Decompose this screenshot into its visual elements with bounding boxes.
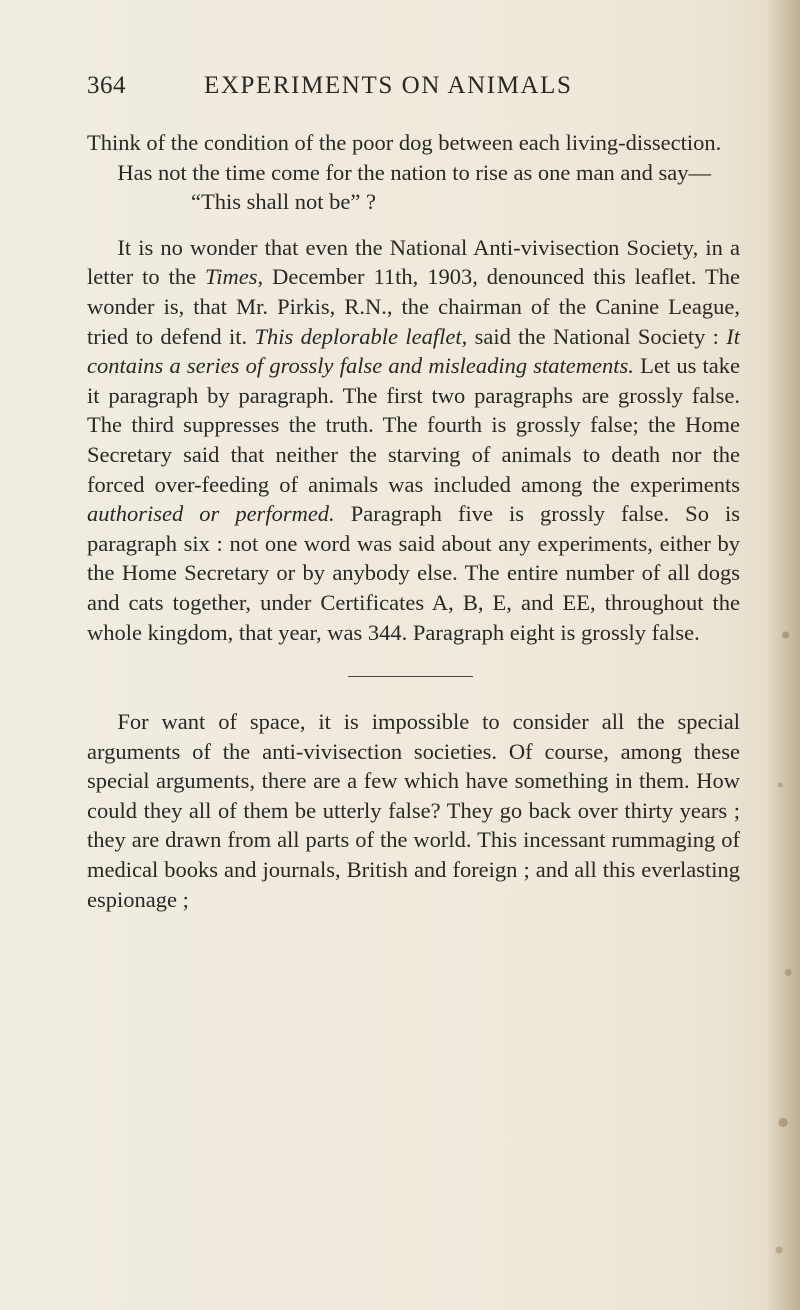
times-title: Times, bbox=[205, 264, 264, 290]
running-title: EXPERIMENTS ON ANIMALS bbox=[204, 72, 573, 99]
italic-phrase: authorised or performed. bbox=[87, 501, 335, 527]
text-run: It is no wonder that even the National Anti-vivisection Society, in a letter to the bbox=[87, 234, 740, 290]
text-run: December 11th, 1903, denounced this leaflet. The wonder is, that Mr. Pirkis, R.N., the chairman of the Canine League, tried to defend it. bbox=[87, 264, 740, 349]
paragraph-special-arguments: For want of space, it is impossible to consider all the special arguments of the anti-vivisection societies. Of course, among these special arguments, there are a few which have something in them. How could they all of them be utterly false? They go back over thirty years ; they are drawn from all parts of the world. This incessant rummaging of medical books and journals, British and foreign ; and all this everlasting espionage ; bbox=[87, 709, 740, 912]
body-text bbox=[87, 128, 740, 914]
text-run: said the National Society : bbox=[467, 323, 727, 349]
foxing-spots bbox=[770, 560, 796, 1310]
quote-line: “This shall not be” ? bbox=[191, 189, 376, 215]
paragraph-society bbox=[87, 233, 740, 647]
section-divider bbox=[348, 676, 473, 677]
italic-quote: This deplorable leaflet, bbox=[254, 323, 468, 349]
paragraph-dog: Think of the condition of the poor dog between each living-dissection. bbox=[87, 130, 722, 155]
paragraph-gap bbox=[87, 217, 740, 233]
italic-quote: It contains a series of grossly false and misleading statements. bbox=[87, 323, 741, 379]
text-run: Paragraph five is grossly false. So is paragraph six : not one word was said about any experiments, either by the Home Secretary or by anybody else. The entire number of all dogs and cats together, under Certificates A, B, E, and EE, throughout the whole kingdom, that year, was 344. Paragraph eight is grossly false. bbox=[87, 501, 740, 645]
paragraph-nation: Has not the time come for the nation to rise as one man and say— bbox=[117, 159, 711, 185]
text-run: Let us take it paragraph by paragraph. The first two paragraphs are grossly false. The third suppresses the truth. The fourth is grossly false; the Home Secretary said that neither the starving of animals to death nor the forced over-feeding of animals was included among the experiments bbox=[87, 353, 741, 497]
page-number: 364 bbox=[87, 72, 126, 99]
